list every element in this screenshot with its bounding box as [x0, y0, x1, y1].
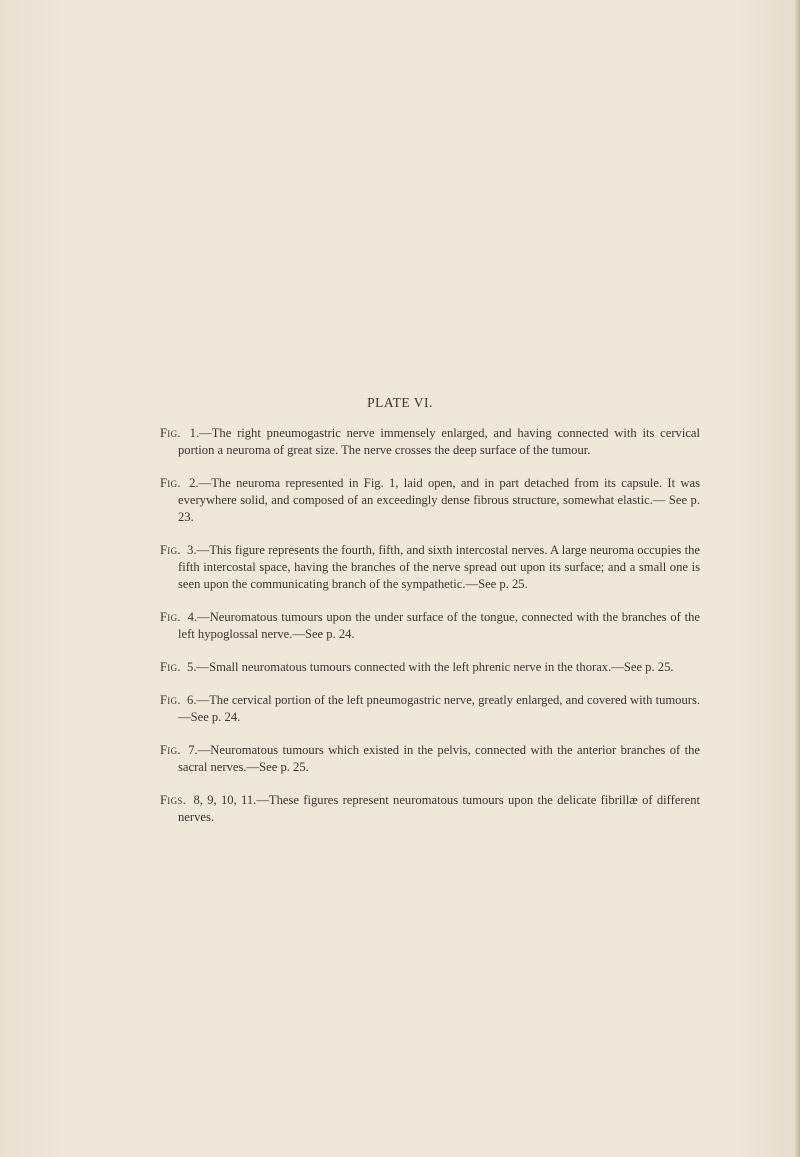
- figure-label: Figs.: [160, 793, 187, 807]
- figure-description: —Neuromatous tumours upon the under surface of the tongue, connected with the branches of the left hypoglossal nerve.—See p. 24.: [178, 610, 700, 641]
- figure-number: 2.: [189, 476, 199, 490]
- figure-label: Fig.: [160, 476, 181, 490]
- plate-title: PLATE VI.: [367, 395, 433, 410]
- figure-number: 7.: [188, 743, 198, 757]
- figure-label: Fig.: [160, 743, 181, 757]
- figure-label: Fig.: [160, 426, 181, 440]
- figure-label: Fig.: [160, 610, 181, 624]
- figure-entry-8-11: [160, 792, 700, 826]
- figure-number: 5.: [187, 660, 197, 674]
- figure-number: 8, 9, 10, 11.: [193, 793, 257, 807]
- figure-description: —The right pneumogastric nerve immensely enlarged, and having connected with its cervical portion a neuroma of great size. The nerve crosses the deep surface of the tumour.: [178, 426, 700, 457]
- page-edge-shadow: [794, 0, 800, 1157]
- figure-number: 4.: [187, 610, 198, 624]
- figure-entry-7: [160, 742, 700, 776]
- figure-number: 6.: [187, 693, 197, 707]
- figure-entry-5: [160, 659, 700, 676]
- figure-entry-2: [160, 475, 700, 526]
- figure-description: —The neuroma represented in Fig. 1, laid open, and in part detached from its capsule. It was everywhere solid, and composed of an exceedingly dense fibrous structure, somewhat elastic.— See p. 23.: [178, 476, 700, 524]
- figure-description: —These figures represent neuromatous tumours upon the delicate fibrillæ of different nerves.: [178, 793, 700, 824]
- figure-entry-6: [160, 692, 700, 726]
- figure-entry-1: [160, 425, 700, 459]
- figure-legend: [160, 425, 700, 842]
- figure-number: 3.: [187, 543, 197, 557]
- figure-description: —Neuromatous tumours which existed in the pelvis, connected with the anterior branches of the sacral nerves.—See p. 25.: [178, 743, 700, 774]
- figure-label: Fig.: [160, 660, 181, 674]
- figure-description: —The cervical portion of the left pneumogastric nerve, greatly enlarged, and covered with tumours.—See p. 24.: [178, 693, 700, 724]
- figure-entry-3: [160, 542, 700, 593]
- figure-label: Fig.: [160, 543, 181, 557]
- figure-label: Fig.: [160, 693, 181, 707]
- figure-number: 1.: [189, 426, 200, 440]
- figure-description: —This figure represents the fourth, fifth, and sixth intercostal nerves. A large neuroma occupies the fifth intercostal space, having the branches of the nerve spread out upon its surface; and a small one is seen upon the communicating branch of the sympathetic.—See p. 25.: [178, 543, 700, 591]
- figure-entry-4: [160, 609, 700, 643]
- figure-description: —Small neuromatous tumours connected with the left phrenic nerve in the thorax.—See p. 25.: [196, 660, 674, 674]
